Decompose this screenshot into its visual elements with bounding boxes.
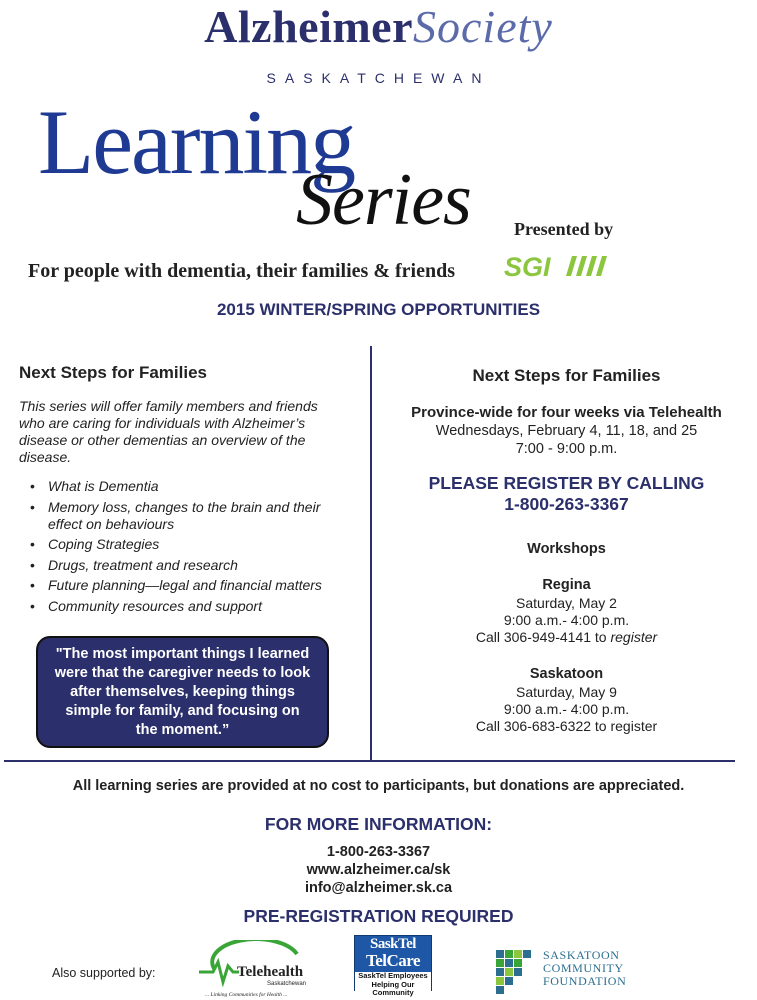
telehealth-line: Province-wide for four weeks via Telehealth bbox=[411, 404, 722, 421]
contact-website[interactable]: www.alzheimer.ca/sk bbox=[306, 862, 451, 878]
list-item: • Coping Strategies bbox=[30, 536, 160, 552]
organization-name bbox=[0, 0, 757, 53]
sgi-logo-stripes bbox=[566, 256, 607, 276]
sasktel-line1: SaskTel bbox=[370, 936, 416, 952]
telehealth-dates: Wednesdays, February 4, 11, 18, and 25 bbox=[435, 423, 698, 439]
foundation-name: SASKATOON COMMUNITY FOUNDATION bbox=[543, 948, 627, 988]
bullet-icon: • bbox=[30, 597, 35, 614]
right-heading: Next Steps for Families bbox=[472, 366, 661, 385]
workshop-city: Saskatoon bbox=[529, 666, 604, 682]
telehealth-slogan: ... Linking Communities for Health ... bbox=[205, 992, 288, 998]
workshop-call: Call 306-949-4141 to register bbox=[475, 629, 658, 645]
sasktel-telcare-logo bbox=[354, 935, 432, 997]
org-name-soft: Society bbox=[413, 1, 553, 52]
section-divider bbox=[4, 760, 735, 762]
list-item: • What is Dementia bbox=[30, 478, 159, 494]
org-name-strong: Alzheimer bbox=[204, 1, 414, 52]
contact-email[interactable]: info@alzheimer.sk.ca bbox=[304, 880, 453, 896]
title-series: Series bbox=[296, 159, 471, 241]
workshop-city: Regina bbox=[542, 577, 591, 593]
sasktel-line2: TelCare bbox=[365, 951, 421, 970]
left-heading: Next Steps for Families bbox=[19, 363, 208, 382]
sasktel-line3: SaskTel Employees Helping Our Community bbox=[355, 972, 431, 998]
workshop-call: Call 306-683-6322 to register bbox=[475, 718, 658, 734]
tagline: For people with dementia, their families & friends bbox=[28, 260, 455, 282]
foundation-mosaic-icon bbox=[496, 950, 531, 994]
register-phone: 1-800-263-3367 bbox=[504, 494, 629, 514]
more-info-heading: FOR MORE INFORMATION: bbox=[264, 814, 493, 834]
heartbeat-icon bbox=[199, 962, 239, 982]
season-heading: 2015 WINTER/SPRING OPPORTUNITIES bbox=[216, 300, 541, 319]
series-description: This series will offer family members and friends who are caring for individuals with Alzheimer’s disease or other dementias an overview of the disease. bbox=[19, 398, 318, 465]
workshop-date: Saturday, May 9 bbox=[516, 684, 617, 700]
workshop-date: Saturday, May 2 bbox=[516, 595, 617, 611]
testimonial-box bbox=[36, 636, 329, 748]
register-title: PLEASE REGISTER BY CALLING bbox=[428, 473, 705, 493]
workshop-time: 9:00 a.m.- 4:00 p.m. bbox=[503, 701, 630, 717]
presented-by-label: Presented by bbox=[514, 219, 614, 239]
list-item: • Memory loss, changes to the brain and their effect on behaviours bbox=[30, 498, 321, 532]
list-item: • Drugs, treatment and research bbox=[30, 556, 238, 573]
organization-region: SASKATCHEWAN bbox=[266, 70, 491, 86]
list-item: • Community resources and support bbox=[30, 597, 262, 614]
sgi-logo-text: SGI bbox=[504, 252, 551, 280]
title-learning: Learning bbox=[38, 91, 355, 193]
cost-note: All learning series are provided at no cost to participants, but donations are appreciated. bbox=[72, 778, 685, 794]
supported-by-label: Also supported by: bbox=[52, 966, 156, 980]
bullet-icon: • bbox=[30, 556, 35, 573]
topic-list bbox=[30, 478, 350, 618]
bullet-icon: • bbox=[30, 577, 35, 593]
telehealth-time: 7:00 - 9:00 p.m. bbox=[515, 441, 618, 457]
workshop-time: 9:00 a.m.- 4:00 p.m. bbox=[503, 612, 630, 628]
bullet-icon: • bbox=[30, 536, 35, 552]
telehealth-name: Telehealth bbox=[237, 964, 304, 980]
testimonial-quote: "The most important things I learned were that the caregiver needs to look after themselves, keeping things simple for family, and focusing on the moment.” bbox=[54, 645, 311, 738]
list-item: • Future planning—legal and financial matters bbox=[30, 577, 322, 593]
sgi-logo bbox=[502, 252, 614, 280]
workshops-label: Workshops bbox=[527, 541, 606, 557]
contact-phone: 1-800-263-3367 bbox=[326, 844, 431, 860]
column-divider bbox=[370, 346, 372, 760]
bullet-icon: • bbox=[30, 478, 35, 494]
telehealth-region: Saskatchewan bbox=[267, 981, 307, 987]
bullet-icon: • bbox=[30, 498, 35, 515]
telehealth-logo bbox=[197, 940, 319, 998]
pre-registration-note: PRE-REGISTRATION REQUIRED bbox=[243, 906, 514, 926]
